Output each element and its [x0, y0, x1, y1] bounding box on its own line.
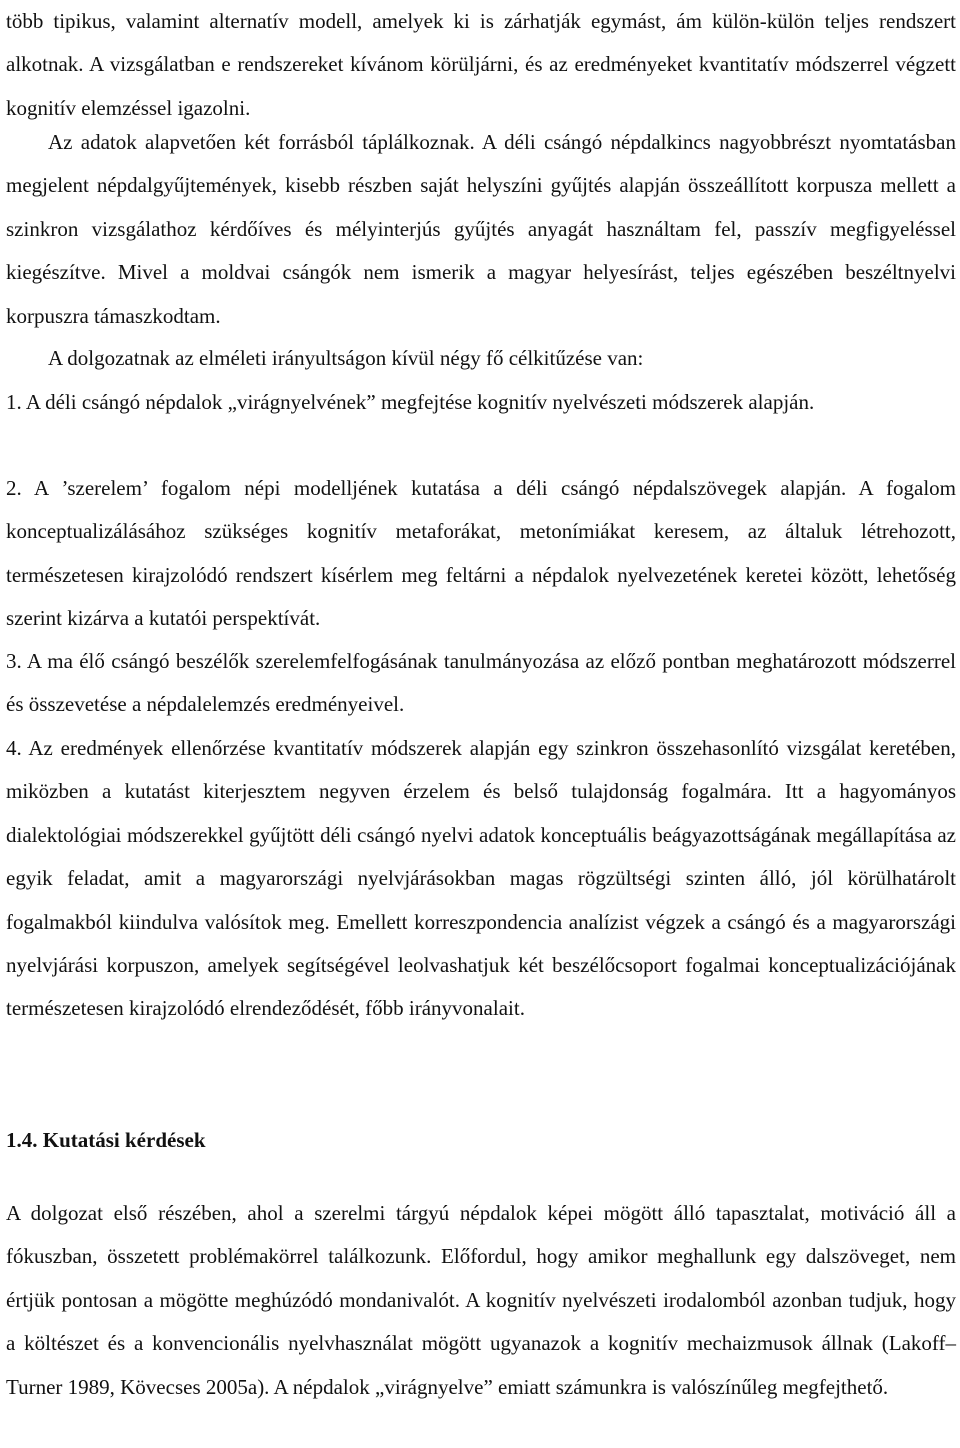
goal-item-4: 4. Az eredmények ellenőrzése kvantitatív módszerek alapján egy szinkron összehasonlító vizsgálat keretében, miközben a kutatást kiterjesztem negyven érzelem és belső tulajdonság fogalmára. Itt a hagyományos dialektológiai módszerekkel gyűjtött déli csángó nyelvi adatok konceptuális beágyazottságának megállapítása az egyik feladat, amit a magyarországi nyelvjárásokban magas rögzültségi szinten álló, jól körülhatárolt fogalmakból kiindulva valósítok meg. Emellett korreszpondencia analízist végzek a csángó és a magyarországi nyelvjárási korpuszon, amelyek segítségével leolvashatjuk két beszélőcsoport fogalmai konceptualizációjának természetesen kirajzolódó elrendeződését, főbb irányvonalait. — [6, 736, 956, 1021]
paragraph-goals-intro: A dolgozatnak az elméleti irányultságon kívül négy fő célkitűzése van: — [48, 346, 644, 370]
goal-item-2: 2. A ’szerelem’ fogalom népi modelljének kutatása a déli csángó népdalszövegek alapján. A fogalom konceptualizálásához szükséges kognitív metaforákat, metonímiákat keresem, az általuk létrehozott, természetesen kirajzolódó rendszert kísérlem meg feltárni a népdalok nyelvezetének keretei között, lehetőség szerint kizárva a kutatói perspektívát. — [6, 476, 956, 631]
goal-item-3: 3. A ma élő csángó beszélők szerelemfelfogásának tanulmányozása az előző pontban meghatározott módszerrel és összevetése a népdalelemzés eredményeivel. — [6, 649, 956, 717]
paragraph-intro-continuation: több tipikus, valamint alternatív modell, amelyek ki is zárhatják egymást, ám külön-külön teljes rendszert alkotnak. A vizsgálatban e rendszereket kívánom körüljárni, és az eredményeket kvantitatív módszerrel végzett kognitív elemzéssel igazolni. — [6, 9, 956, 120]
paragraph-data-sources: Az adatok alapvetően két forrásból táplálkoznak. A déli csángó népdalkincs nagyobbrészt nyomtatásban megjelent népdalgyűjtemények, kisebb részben saját helyszíni gyűjtés alapján összeállított korpusza mellett a szinkron vizsgálathoz kérdőíves és mélyinterjús gyűjtés anyagát használtam fel, passzív megfigyeléssel kiegészítve. Mivel a moldvai csángók nem ismerik a magyar helyesírást, teljes egészében beszéltnyelvi korpuszra támaszkodtam. — [6, 130, 956, 328]
goal-item-1: 1. A déli csángó népdalok „virágnyelvének” megfejtése kognitív nyelvészeti módszerek alapján. — [6, 390, 815, 414]
section-heading: 1.4. Kutatási kérdések — [6, 1128, 206, 1152]
section-paragraph: A dolgozat első részében, ahol a szerelmi tárgyú népdalok képei mögött álló tapasztalat, motiváció áll a fókuszban, összetett problémakörrel találkozunk. Előfordul, hogy amikor meghallunk egy dalszöveget, nem értjük pontosan a mögötte meghúzódó mondanivalót. A kognitív nyelvészeti irodalomból azonban tudjuk, hogy a költészet és a konvencionális nyelvhasználat mögött ugyanazok a kognitív mechaizmusok állnak (Lakoff–Turner 1989, Kövecses 2005a). A népdalok „virágnyelve” emiatt számunkra is valószínűleg megfejthető. — [6, 1201, 956, 1399]
